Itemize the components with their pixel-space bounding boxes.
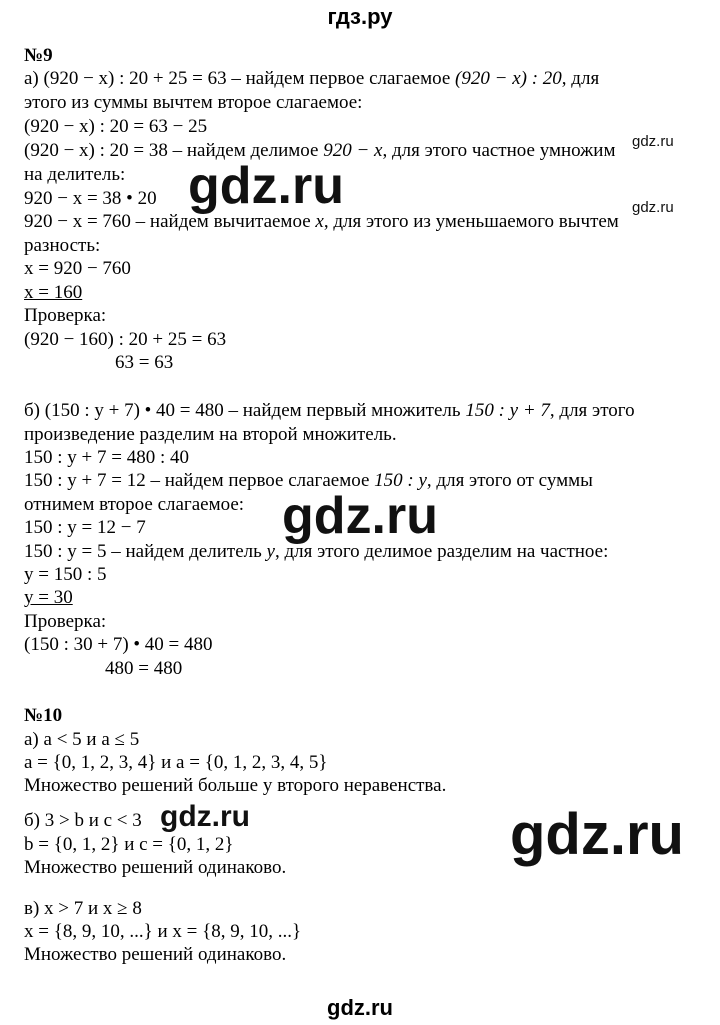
watermark: gdz.ru [282,487,438,545]
task-9b-check-1: (150 : 30 + 7) • 40 = 480 [24,634,213,655]
task-9b-line-6: 150 : y = 12 − 7 [24,517,146,538]
task-9a-line-1: а) (920 − x) : 20 + 25 = 63 – найдем первое слагаемое (920 − x) : 20, для [24,68,600,89]
task-10a-line-1: а) a < 5 и a ≤ 5 [24,729,140,750]
task-9b-line-8: y = 150 : 5 [24,564,107,585]
task-10c-line-3: Множество решений одинаково. [24,944,287,965]
task-9a-line-4: (920 − x) : 20 = 38 – найдем делимое 920 − x, для этого частное умножим [24,140,616,161]
task-9b-line-7: 150 : y = 5 – найдем делитель y, для этого делимое разделим на частное: [24,541,609,562]
task-9a-line-9: x = 920 − 760 [24,258,131,279]
task-9a-line-6: 920 − x = 38 • 20 [24,188,157,209]
task-9a-check-2: 63 = 63 [115,352,174,373]
task-9b-line-5: отнимем второе слагаемое: [24,494,245,515]
watermark: gdz.ru [632,133,674,150]
watermark: gdz.ru [510,802,684,867]
task-9a-line-5: на делитель: [24,164,126,185]
task-9-title: №9 [24,45,53,66]
task-9a-line-3: (920 − x) : 20 = 63 − 25 [24,116,208,137]
task-10c-line-2: x = {8, 9, 10, ...} и x = {8, 9, 10, ...} [24,921,302,942]
task-10-title: №10 [24,705,63,726]
task-9a-check-label: Проверка: [24,305,107,326]
watermark: gdz.ru [632,199,674,216]
task-9b-line-2: произведение разделим на второй множитель. [24,424,397,445]
task-10a-line-3: Множество решений больше у второго неравенства. [24,775,447,796]
site-footer: gdz.ru [327,995,393,1020]
task-9a-line-8: разность: [24,235,101,256]
task-9b-check-2: 480 = 480 [105,658,183,679]
task-9a-line-7: 920 − x = 760 – найдем вычитаемое x, для этого из уменьшаемого вычтем [24,211,619,232]
task-9b-line-3: 150 : y + 7 = 480 : 40 [24,447,189,468]
task-10b-line-1: б) 3 > b и c < 3 [24,810,142,831]
task-9b-line-1: б) (150 : y + 7) • 40 = 480 – найдем первый множитель 150 : y + 7, для этого [24,400,635,421]
task-9b-line-4: 150 : y + 7 = 12 – найдем первое слагаемое 150 : y, для этого от суммы [24,470,593,491]
watermark: gdz.ru [188,157,344,215]
task-9b-answer: y = 30 [24,587,73,608]
task-10a-line-2: a = {0, 1, 2, 3, 4} и a = {0, 1, 2, 3, 4, 5} [24,752,328,773]
watermark: gdz.ru [160,800,250,833]
task-10b-line-2: b = {0, 1, 2} и c = {0, 1, 2} [24,834,234,855]
task-9a-line-2: этого из суммы вычтем второе слагаемое: [24,92,363,113]
task-9a-check-1: (920 − 160) : 20 + 25 = 63 [24,329,227,350]
task-9a-answer: x = 160 [24,282,83,303]
task-9b-check-label: Проверка: [24,611,107,632]
site-header: гдз.ру [327,4,393,29]
task-10c-line-1: в) x > 7 и x ≥ 8 [24,898,142,919]
task-10b-line-3: Множество решений одинаково. [24,857,287,878]
